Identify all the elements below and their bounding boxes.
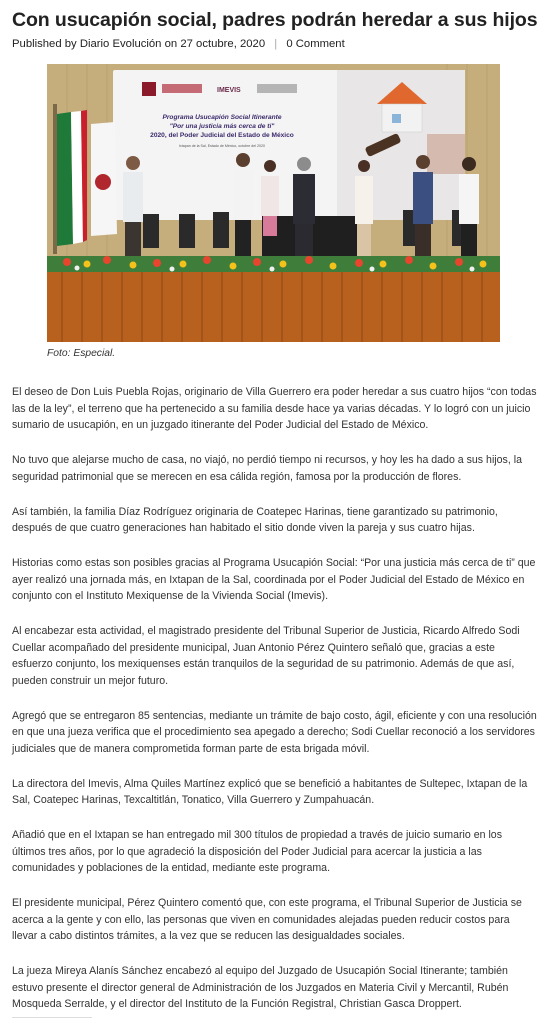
stage-front <box>47 272 500 342</box>
article-photo <box>47 64 500 342</box>
article-paragraph: La directora del Imevis, Alma Quiles Martínez explicó que se benefició a habitantes de Sultepec, Ixtapan de la Sal, Coatepec Harinas, Texcaltitlán, Tonatico, Villa Guerrero y Zumpahuacán. <box>12 777 528 806</box>
article-paragraph: Así también, la familia Díaz Rodríguez originaria de Coatepec Harinas, tiene garantizado su patrimonio, después de que cuatro generaciones han habitado el sitio donde viven la pareja y sus cuatro hijas. <box>12 505 498 534</box>
article-paragraph: El deseo de Don Luis Puebla Rojas, originario de Villa Guerrero era poder heredar a sus cuatro hijos “con todas las de la ley”, el terreno que ha pertenecido a su familia desde hace ya varias décadas. Y lo logró con un juicio sumario de usucapión, en un juzgado itinerante del Poder Judicial del Estado de México. <box>12 386 537 431</box>
banner-title-line3: 2020, del Poder Judicial del Estado de México <box>150 132 294 139</box>
footer-divider <box>12 1017 92 1018</box>
event-photo-illustration <box>47 64 500 342</box>
article-paragraph: Agregó que se entregaron 85 sentencias, mediante un trámite de bajo costo, ágil, eficiente y con una resolución en que una jueza verifica que el procedimiento sea apegado a derecho; Sodi Cuellar reconoció a los servidores judiciales que de manera comprometida forman parte de esta brigada móvil. <box>12 709 537 755</box>
edomex-logo-icon <box>257 84 297 93</box>
article-paragraph: Historias como estas son posibles gracias al Programa Usucapión Social: “Por una justicia más cerca de ti” que ayer realizó una jornada más, en Ixtapan de la Sal, coordinada por el Poder Judicial del Estado de México en conjunto con el Instituto Mexiquense de la Vivienda Social (Imevis). <box>12 557 536 602</box>
published-by-label: Published by <box>12 38 77 50</box>
article-paragraph: No tuvo que alejarse mucho de casa, no viajó, no perdió tiempo ni recursos, y hoy les ha dado a sus hijos, la seguridad patrimonial que se merecen en esa cálida región, famosa por la producción de flores. <box>12 454 522 483</box>
article-title: Con usucapión social, padres podrán heredar a sus hijos <box>12 9 538 31</box>
article-body <box>12 384 537 1031</box>
article-paragraph: Al encabezar esta actividad, el magistrado presidente del Tribunal Superior de Justicia, Ricardo Alfredo Sodi Cuellar acompañado del presidente municipal, Juan Antonio Pérez Quintero señaló que, gracias a este esfuerzo conjunto, los mexiquenses están tranquilos de la seguridad de su patrimonio. Además de que así, pueden construir un mejor futuro. <box>12 625 520 687</box>
article-meta <box>12 38 345 50</box>
date-link[interactable]: 27 octubre, 2020 <box>180 38 266 50</box>
pj-logo-icon <box>162 84 202 93</box>
mexico-flag <box>57 112 73 246</box>
house-icon <box>382 104 422 132</box>
article-paragraph: El presidente municipal, Pérez Quintero comentó que, con este programa, el Tribunal Superior de Justicia se acerca a la gente y con ello, las personas que viven en comunidades alejadas pueden reducir costos para llevar a cabo distintos trámites, a la vez que se reducen las desigualdades sociales. <box>12 897 522 942</box>
imevis-logo: IMEVIS <box>217 87 241 94</box>
author-link[interactable]: Diario Evolución <box>79 38 162 50</box>
banner-title-line2: "Por una justicia más cerca de ti" <box>169 123 275 130</box>
article-paragraph: La jueza Mireya Alanís Sánchez encabezó al equipo del Juzgado de Usucapión Social Itinerante; también estuvo presente el director general de Administración de los Juzgados en Materia Civil y Mercantil, Rubén Mosqueda Serralde, y el director del Instituto de la Función Registral, Christian Gasca Droppert. <box>12 965 509 1010</box>
banner-title-line1: Programa Usucapión Social Itinerante <box>162 114 282 121</box>
meta-separator: | <box>274 38 278 50</box>
comments-link[interactable]: 0 Comment <box>286 38 345 50</box>
banner-subtitle: Ixtapan de la Sal, Estado de México, octubre del 2020 <box>178 144 266 148</box>
on-label: on <box>164 38 178 50</box>
article-paragraph: Añadió que en el Ixtapan se han entregado mil 300 títulos de propiedad a través de juicio sumario en los últimos tres años, por lo que agradeció la disposición del Poder Judicial para acercar la justicia a las comunidades y poblaciones de la entidad, mediante este programa. <box>12 829 502 874</box>
state-logo-icon <box>142 82 156 96</box>
photo-caption: Foto: Especial. <box>47 348 116 359</box>
